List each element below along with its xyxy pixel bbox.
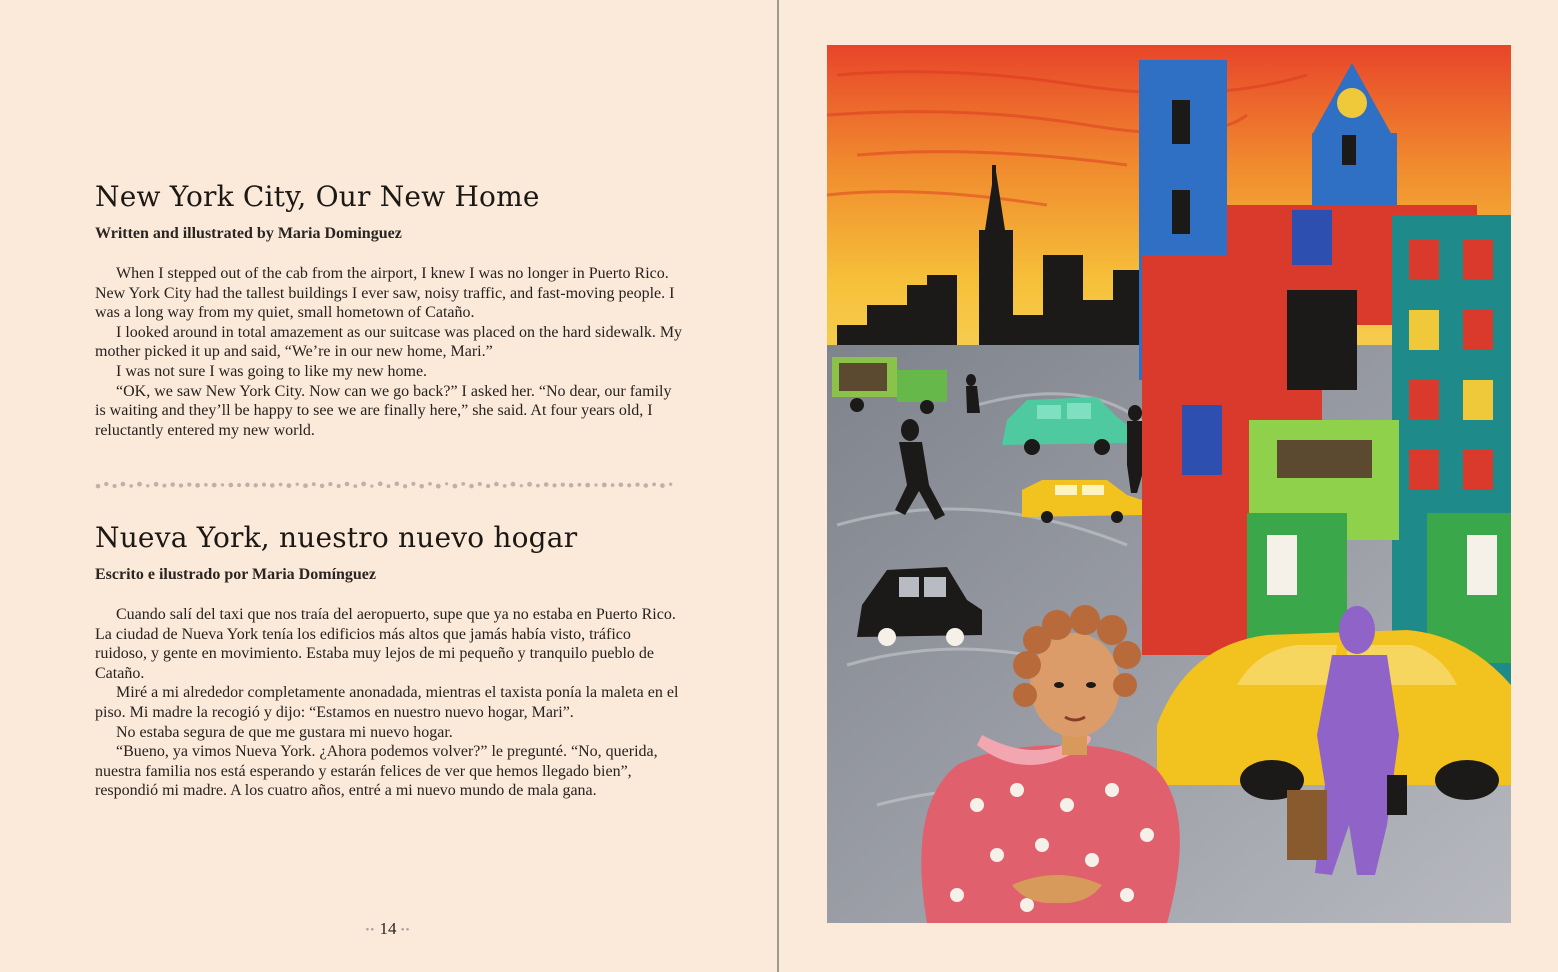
divider-dot [552, 483, 556, 487]
divider-dot [478, 482, 482, 486]
dotted-divider [95, 480, 679, 490]
divider-dot [237, 483, 241, 487]
divider-dot [378, 481, 383, 486]
divider-dot [361, 482, 366, 487]
divider-dot [221, 483, 224, 486]
divider-dot [195, 483, 200, 488]
spanish-paragraph: Miré a mi alrededor completamente anonadada, mientras el taxista ponía la maleta en el piso. Mi madre la recogió y dijo: “Estamos en nuestro nuevo hogar, Mari”. [95, 684, 679, 721]
divider-dot [279, 483, 283, 487]
divider-dot [170, 482, 175, 487]
folio-ornament-left: •• [365, 924, 376, 937]
folio-ornament-right: •• [400, 924, 411, 937]
divider-dot [387, 484, 391, 488]
divider-dot [129, 484, 133, 488]
divider-dot [154, 482, 159, 487]
divider-dot [652, 482, 656, 486]
divider-dot [228, 483, 233, 488]
divider-dot [494, 482, 499, 487]
divider-dot [353, 484, 357, 488]
spanish-paragraph: Cuando salí del taxi que nos traía del aeropuerto, supe que ya no estaba en Puerto Rico. La ciudad de Nueva York tenía los edificios más altos que jamás había visto, tráfico ruidoso, y gente en movimiento. Estaba muy lejos de mi pequeño y tranquilo pueblo de Cataño. [95, 606, 676, 682]
divider-dot [594, 483, 597, 486]
divider-dot [453, 484, 458, 489]
english-paragraph: I was not sure I was going to like my new home. [116, 362, 428, 380]
spanish-story [95, 517, 685, 801]
divider-dot [328, 482, 332, 486]
divider-dot [179, 483, 183, 487]
divider-dot [469, 484, 474, 489]
english-body [95, 264, 685, 440]
english-title: New York City, Our New Home [95, 180, 540, 213]
divider-dot [395, 482, 400, 487]
divider-dot [486, 484, 490, 488]
spanish-paragraph: “Bueno, ya vimos Nueva York. ¿Ahora podemos volver?” le pregunté. “No, querida, nuestra familia nos está esperando y estarán felices de ver que hemos llegado bien”, respondió mi madre. A los cuatro años, entré a mi nuevo mundo de mala gana. [95, 743, 658, 800]
divider-dot [121, 482, 126, 487]
divider-dot [96, 484, 101, 489]
divider-dot [445, 482, 448, 485]
divider-dot [436, 484, 441, 489]
divider-dot [212, 483, 217, 488]
english-paragraph: “OK, we saw New York City. Now can we go back?” I asked her. “No dear, our family is waiting and they’ll be happy to see we are finally here,” she said. At four years old, I reluctantly entered my new world. [95, 382, 672, 439]
divider-dot [312, 482, 316, 486]
divider-dot [602, 483, 607, 488]
page-number [358, 917, 418, 941]
divider-dot [204, 483, 208, 487]
divider-dot [320, 484, 325, 489]
divider-dot [370, 484, 373, 487]
english-byline: Written and illustrated by Maria Dominguez [95, 225, 402, 242]
left-page [0, 0, 777, 972]
spanish-title: Nueva York, nuestro nuevo hogar [95, 521, 578, 554]
book-gutter [777, 0, 779, 972]
divider-dot [287, 483, 292, 488]
divider-dot [104, 482, 108, 486]
illustration-canvas [827, 45, 1511, 923]
divider-dot [113, 484, 117, 488]
divider-dot [303, 483, 308, 488]
divider-dot [503, 484, 507, 488]
divider-dot [419, 484, 424, 489]
english-paragraph: When I stepped out of the cab from the airport, I knew I was no longer in Puerto Rico. New York City had the tallest buildings I ever saw, noisy traffic, and fast-moving people. I was a long way from my quiet, small hometown of Cataño. [95, 265, 675, 322]
divider-dot [162, 484, 166, 488]
divider-dot [611, 483, 615, 487]
divider-dot [337, 484, 341, 488]
divider-dot [660, 483, 665, 488]
divider-dot [569, 483, 574, 488]
divider-dot [527, 482, 532, 487]
divider-dot [520, 484, 523, 487]
divider-dot [137, 482, 142, 487]
divider-dot [544, 482, 549, 487]
divider-dot [245, 483, 250, 488]
divider-dot [578, 483, 582, 487]
divider-dot [270, 483, 275, 488]
divider-dot [635, 482, 639, 486]
divider-dot [411, 482, 415, 486]
divider-dot [187, 483, 191, 487]
city-illustration [827, 45, 1511, 923]
english-paragraph: I looked around in total amazement as our suitcase was placed on the hard sidewalk. My mother picked it up and said, “We’re in our new home, Mari.” [95, 323, 683, 361]
divider-dot [403, 484, 407, 488]
spanish-body [95, 605, 685, 801]
divider-dot [461, 482, 465, 486]
spanish-byline: Escrito e ilustrado por Maria Domínguez [95, 566, 377, 583]
english-story [95, 176, 685, 440]
divider-dot [254, 483, 258, 487]
divider-dot [428, 482, 432, 486]
divider-dot [669, 483, 672, 486]
divider-dot [146, 484, 149, 487]
divider-dot [345, 482, 350, 487]
divider-dot [585, 483, 590, 488]
divider-dot [561, 482, 565, 486]
spanish-paragraph: No estaba segura de que me gustara mi nuevo hogar. [116, 723, 453, 741]
divider-dot [511, 482, 516, 487]
divider-dot [627, 483, 631, 487]
divider-dot [262, 483, 266, 487]
divider-dot [296, 483, 299, 486]
page-number-text: 14 [379, 919, 397, 938]
divider-dot [644, 483, 649, 488]
divider-dot [536, 484, 540, 488]
divider-dot [619, 482, 624, 487]
